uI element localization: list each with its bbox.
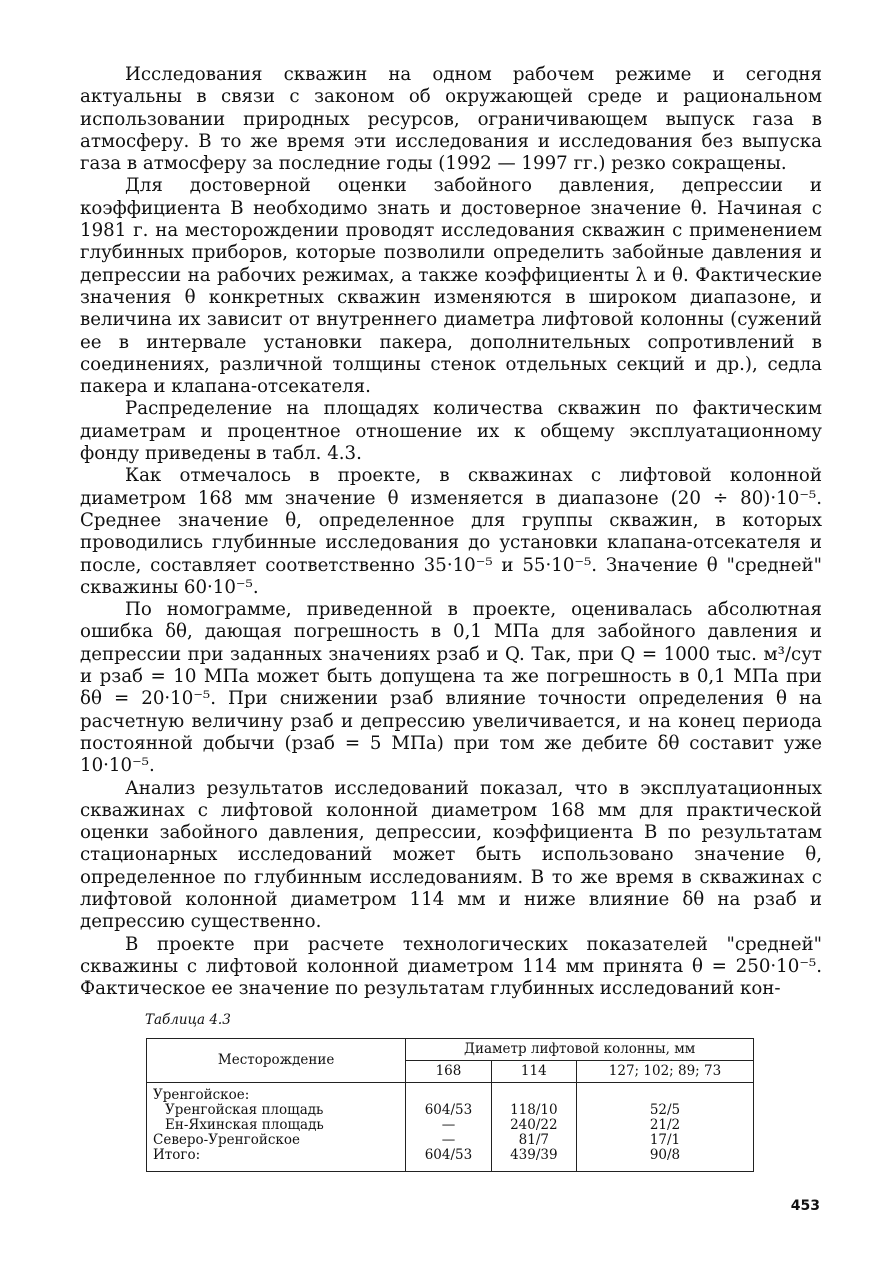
header-group: Диаметр лифтовой колонны, мм xyxy=(406,1039,754,1061)
page-number: 453 xyxy=(790,1198,820,1214)
table-row xyxy=(147,1103,754,1118)
header-field: Месторождение xyxy=(147,1039,406,1083)
row-field-name: Итого: xyxy=(147,1148,406,1172)
row-value-cell: — xyxy=(406,1118,491,1133)
table-row xyxy=(147,1083,754,1104)
paragraph-2: Для достоверной оценки забойного давления, депрессии и коэффициента B необходимо знать и достоверное значение θ. Начиная с 1981 г. на месторождении проводят исследования скважин с применением глубинных приборов, которые позволили определить забойные давления и депрессии на рабочих режимах, а также коэффициенты λ и θ. Фактические значения θ конкретных скважин изменяются в широком диапазоне, и величина их зависит от внутреннего диаметра лифтовой колонны (сужений ее в интервале установки пакера, дополнительных сопротивлений в соединениях, различной толщины стенок отдельных секций и др.), седла пакера и клапана-отсекателя. xyxy=(80,175,822,398)
header-col-114: 114 xyxy=(491,1061,576,1083)
row-value-cell: 21/2 xyxy=(577,1118,754,1133)
row-value-cell: 604/53 xyxy=(406,1148,491,1172)
row-field-name: Северо-Уренгойское xyxy=(147,1133,406,1148)
paragraph-7: В проекте при расчете технологических показателей "средней" скважины с лифтовой колонной диаметром 114 мм принята θ = 250·10⁻⁵. Фактическое ее значение по результатам глубинных исследований кон- xyxy=(80,933,822,1000)
row-value-cell: 240/22 xyxy=(491,1118,576,1133)
paragraph-4: Как отмечалось в проекте, в скважинах с лифтовой колонной диаметром 168 мм значение θ изменяется в диапазоне (20 ÷ 80)·10⁻⁵. Среднее значение θ, определенное для группы скважин, в которых проводились глубинные исследования до установки клапана-отсекателя и после, составляет соответственно 35·10⁻⁵ и 55·10⁻⁵. Значение θ "средней" скважины 60·10⁻⁵. xyxy=(80,465,822,598)
row-value-cell: 17/1 xyxy=(577,1133,754,1148)
row-value-cell: — xyxy=(406,1133,491,1148)
row-field-name: Уренгойское: xyxy=(147,1083,406,1104)
paragraph-5: По номограмме, приведенной в проекте, оценивалась абсолютная ошибка δθ, дающая погрешность в 0,1 МПа для забойного давления и депрессии при заданных значениях pзаб и Q. Так, при Q = 1000 тыс. м³/сут и pзаб = 10 МПа может быть допущена та же погрешность в 0,1 МПа при δθ = 20·10⁻⁵. При снижении pзаб влияние точности определения θ на расчетную величину pзаб и депрессию увеличивается, и на конец периода постоянной добычи (pзаб = 5 МПа) при том же дебите δθ составит уже 10·10⁻⁵. xyxy=(80,599,822,777)
row-value-cell xyxy=(406,1083,491,1104)
body-text xyxy=(80,64,822,1000)
paragraph-1: Исследования скважин на одном рабочем режиме и сегодня актуальны в связи с законом об окружающей среде и рациональном использовании природных ресурсов, ограничивающем выпуск газа в атмосферу. В то же время эти исследования и исследования без выпуска газа в атмосферу за последние годы (1992 — 1997 гг.) резко сокращены. xyxy=(80,64,822,175)
header-col-168: 168 xyxy=(406,1061,491,1083)
paragraph-3: Распределение на площадях количества скважин по фактическим диаметрам и процентное отношение их к общему эксплуатационному фонду приведены в табл. 4.3. xyxy=(80,398,822,465)
row-value-cell: 90/8 xyxy=(577,1148,754,1172)
header-col-other: 127; 102; 89; 73 xyxy=(577,1061,754,1083)
table-caption: Таблица 4.3 xyxy=(145,1012,231,1028)
table-row xyxy=(147,1118,754,1133)
row-value-cell: 52/5 xyxy=(577,1103,754,1118)
row-field-name: Уренгойская площадь xyxy=(147,1103,406,1118)
row-value-cell xyxy=(577,1083,754,1104)
row-value-cell: 439/39 xyxy=(491,1148,576,1172)
wells-table xyxy=(146,1038,754,1172)
table-header-row xyxy=(147,1039,754,1061)
row-value-cell xyxy=(491,1083,576,1104)
table-row xyxy=(147,1133,754,1148)
row-field-name: Ен-Яхинская площадь xyxy=(147,1118,406,1133)
row-value-cell: 81/7 xyxy=(491,1133,576,1148)
row-value-cell: 118/10 xyxy=(491,1103,576,1118)
paragraph-6: Анализ результатов исследований показал, что в эксплуатационных скважинах с лифтовой колонной диаметром 168 мм для практической оценки забойного давления, депрессии, коэффициента B по результатам стационарных исследований может быть использовано значение θ, определенное по глубинным исследованиям. В то же время в скважинах с лифтовой колонной диаметром 114 мм и ниже влияние δθ на pзаб и депрессию существенно. xyxy=(80,777,822,933)
row-value-cell: 604/53 xyxy=(406,1103,491,1118)
table-row xyxy=(147,1148,754,1172)
table-body xyxy=(147,1083,754,1172)
